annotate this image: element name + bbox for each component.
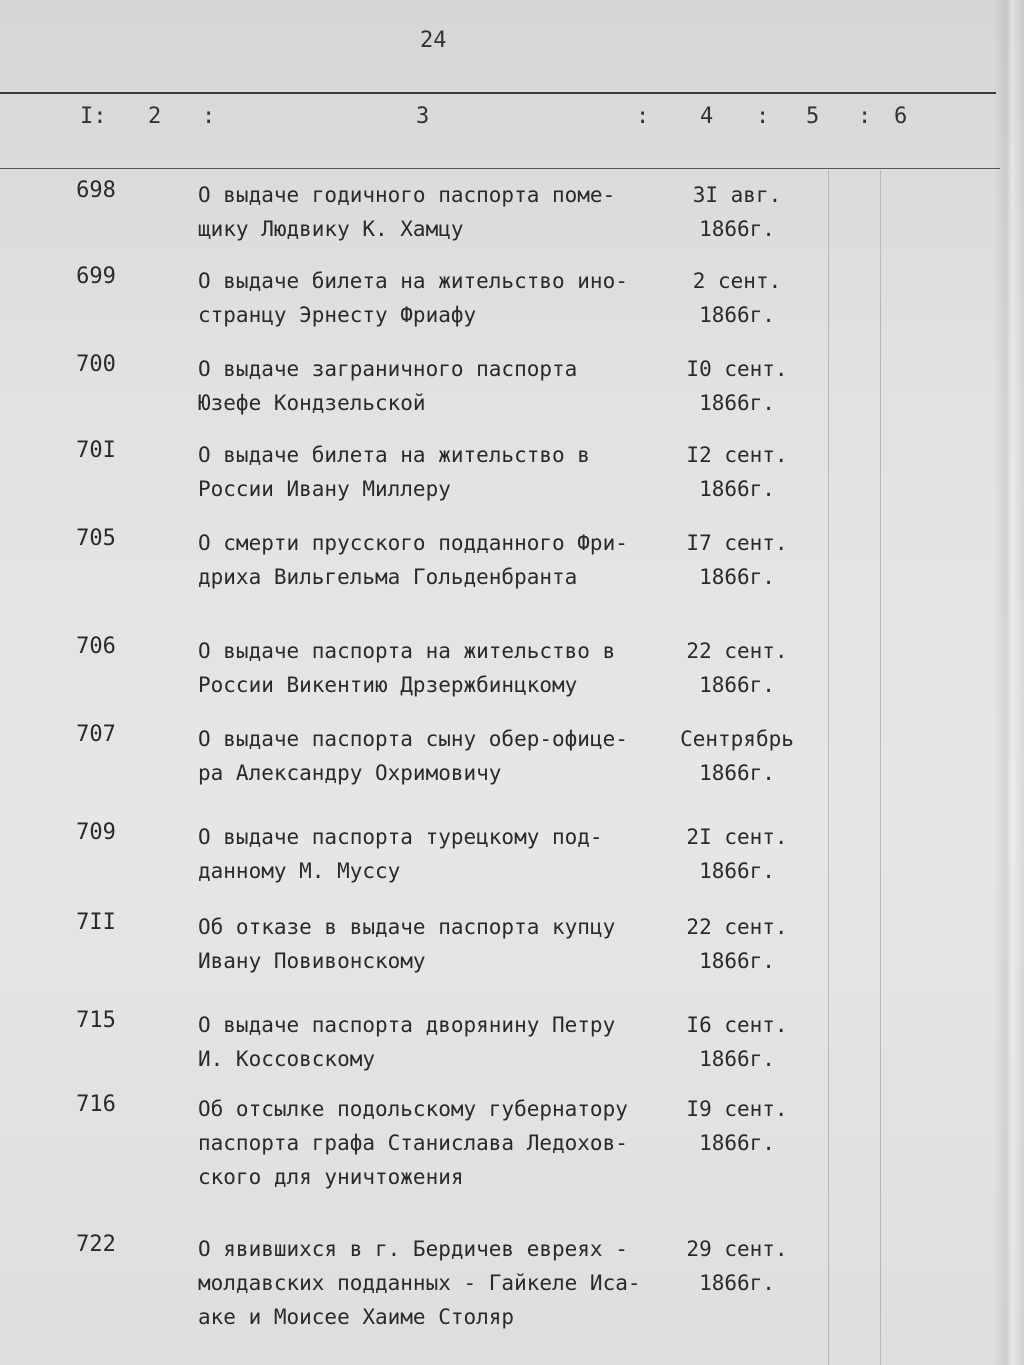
row-number: 705 xyxy=(76,526,116,551)
page-number: 24 xyxy=(420,28,447,53)
row-date: I6 сент. 1866г. xyxy=(686,1013,788,1071)
row-description: О смерти прусского подданного Фри- дриха Вильгельма Гольденбранта xyxy=(198,531,628,589)
row-description: О выдаче годичного паспорта поме- щику Людвику К. Хамцу xyxy=(198,183,616,241)
column-header-6: 6 xyxy=(894,104,908,129)
row-description: О выдаче заграничного паспорта Юзефе Кондзельской xyxy=(198,357,578,415)
row-date: 22 сент. 1866г. xyxy=(686,639,788,697)
column-header-sep-1: : xyxy=(202,104,216,129)
row-date: Сентрябрь 1866г. xyxy=(680,727,794,785)
column-header-1: I: xyxy=(80,104,107,129)
row-description: О выдаче билета на жительство ино- странцу Эрнесту Фриафу xyxy=(198,269,628,327)
column-header-2: 2 xyxy=(148,104,162,129)
row-number: 716 xyxy=(76,1092,116,1117)
row-number: 700 xyxy=(76,352,116,377)
column-header-3: 3 xyxy=(416,104,430,129)
row-number: 715 xyxy=(76,1008,116,1033)
row-number: 7II xyxy=(76,910,116,935)
column-header-sep-3: : xyxy=(756,104,770,129)
row-description: О выдаче билета на жительство в России Ивану Миллеру xyxy=(198,443,590,501)
column-header-sep-4: : xyxy=(858,104,872,129)
row-description: Об отсылке подольскому губернатору паспорта графа Станислава Ледохов- ского для уничтожения xyxy=(198,1097,628,1189)
row-number: 706 xyxy=(76,634,116,659)
row-date: I0 сент. 1866г. xyxy=(686,357,788,415)
row-description: Об отказе в выдаче паспорта купцу Ивану Повивонскому xyxy=(198,915,616,973)
row-number: 709 xyxy=(76,820,116,845)
row-description: О выдаче паспорта дворянину Петру И. Коссовскому xyxy=(198,1013,616,1071)
column-header-4: 4 xyxy=(700,104,714,129)
row-description: О выдаче паспорта сыну обер-офице- ра Александру Охримовичу xyxy=(198,727,628,785)
row-number: 722 xyxy=(76,1232,116,1257)
row-number: 70I xyxy=(76,438,116,463)
column-header-5: 5 xyxy=(806,104,820,129)
row-date: 29 сент. 1866г. xyxy=(686,1237,788,1295)
row-number: 699 xyxy=(76,264,116,289)
row-number: 698 xyxy=(76,178,116,203)
row-date: 22 сент. 1866г. xyxy=(686,915,788,973)
row-date: 3I авг. 1866г. xyxy=(692,183,782,241)
row-description: О выдаче паспорта турецкому под- данному М. Муссу xyxy=(198,825,603,883)
row-date: 2I сент. 1866г. xyxy=(686,825,788,883)
row-date: I9 сент. 1866г. xyxy=(686,1097,788,1155)
row-description: О выдаче паспорта на жительство в России Викентию Дрзержбинцкому xyxy=(198,639,616,697)
row-number: 707 xyxy=(76,722,116,747)
row-date: I7 сент. 1866г. xyxy=(686,531,788,589)
row-date: I2 сент. 1866г. xyxy=(686,443,788,501)
column-header-sep-2: : xyxy=(636,104,650,129)
row-description: О явившихся в г. Бердичев евреях - молдавских подданных - Гайкеле Иса- аке и Моисее Хаиме Столяр xyxy=(198,1237,641,1329)
row-date: 2 сент. 1866г. xyxy=(692,269,782,327)
